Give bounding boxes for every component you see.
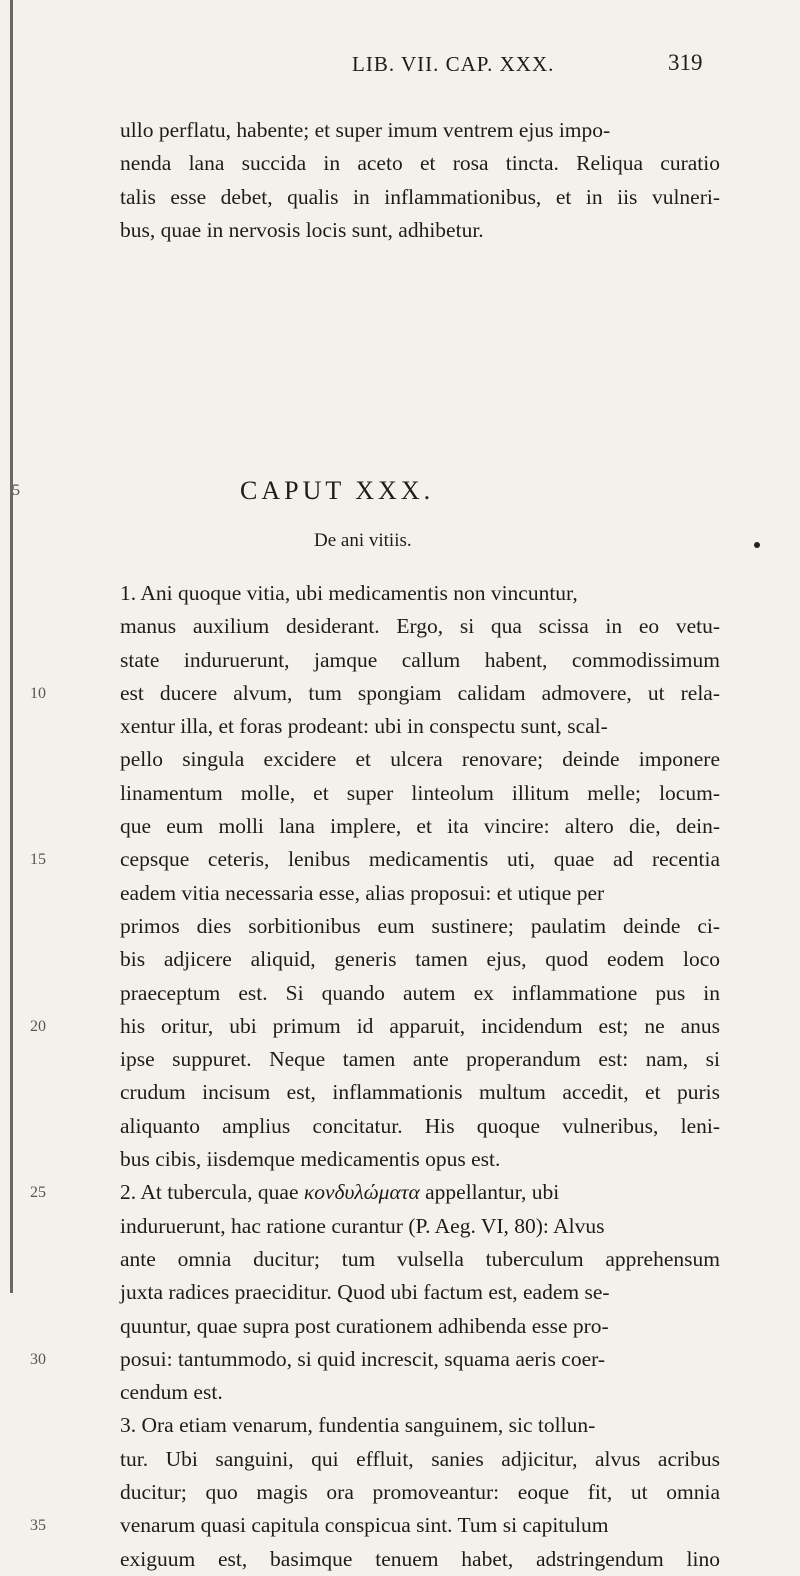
text-line: 30 posui: tantummodo, si quid increscit, squama aeris coer-: [120, 1343, 720, 1376]
text-line: cendum est.: [120, 1380, 223, 1405]
text-line: exiguum est, basimque tenuem habet, adstringendum lino: [120, 1546, 720, 1571]
text-line: linamentum molle, et super linteolum illitum melle; locum-: [120, 780, 720, 805]
text-line: nenda lana succida in aceto et rosa tincta. Reliqua curatio: [120, 151, 720, 176]
text-line: ipse suppuret. Neque tamen ante properandum est: nam, si: [120, 1047, 720, 1072]
greek-term: κονδυλώματα: [303, 1180, 420, 1205]
text-line: 20 his oritur, ubi primum id apparuit, incidendum est; ne anus: [120, 1010, 720, 1043]
text-line: ullo perflatu, habente; et super imum ventrem ejus impo-: [120, 118, 611, 142]
margin-dot: [754, 542, 760, 548]
text-line: primos dies sorbitionibus eum sustinere; paulatim deinde ci-: [120, 913, 720, 938]
text-line: eadem vitia necessaria esse, alias proposui: et utique per: [120, 880, 605, 905]
line-number: 25: [30, 1184, 46, 1202]
text-line: manus auxilium desiderant. Ergo, si qua scissa in eo vetu-: [120, 614, 720, 639]
text-line: quuntur, quae supra post curationem adhibenda esse pro-: [120, 1313, 609, 1338]
text-line: aliquanto amplius concitatur. His quoque vulneribus, leni-: [120, 1113, 720, 1138]
continuation-paragraph: [120, 114, 720, 247]
text-line: 15 cepsque ceteris, lenibus medicamentis uti, quae ad recentia: [120, 843, 720, 876]
text-line: talis esse debet, qualis in inflammationibus, et in iis vulneri-: [120, 184, 720, 209]
text-line: tur. Ubi sanguini, qui effluit, sanies adjicitur, alvus acribus: [120, 1446, 720, 1471]
text-line: juxta radices praeciditur. Quod ubi factum est, eadem se-: [120, 1280, 610, 1305]
text-line: xentur illa, et foras prodeant: ubi in conspectu sunt, scal-: [120, 714, 608, 739]
line-number: 5: [12, 482, 20, 499]
text-line: 10 est ducere alvum, tum spongiam calidam admovere, ut rela-: [120, 677, 720, 710]
text-line: ducitur; quo magis ora promoveantur: eoque fit, ut omnia: [120, 1480, 720, 1505]
text-line: 25 2. At tubercula, quae κονδυλώματα appellantur, ubi: [120, 1176, 720, 1209]
line-number: 35: [30, 1517, 46, 1535]
text-line: 35 venarum quasi capitula conspicua sint. Tum si capitulum: [120, 1509, 720, 1542]
text-line: praeceptum est. Si quando autem ex inflammatione pus in: [120, 980, 720, 1005]
chapter-subtitle: De ani vitiis.: [314, 530, 412, 551]
line-number: 15: [30, 851, 46, 869]
page-edge-line: [10, 0, 13, 1293]
text-line: state induruerunt, jamque callum habent, commodissimum: [120, 647, 720, 672]
line-number: 20: [30, 1017, 46, 1035]
line-number: 30: [30, 1350, 46, 1368]
chapter-title: CAPUT XXX.: [240, 476, 435, 505]
text-line: crudum incisum est, inflammationis multum accedit, et puris: [120, 1080, 720, 1105]
line-number: 10: [30, 684, 46, 702]
text-line: que eum molli lana implere, et ita vincire: altero die, dein-: [120, 814, 720, 839]
text-line: 3. Ora etiam venarum, fundentia sanguinem, sic tollun-: [120, 1413, 596, 1438]
text-line: induruerunt, hac ratione curantur (P. Aeg. VI, 80): Alvus: [120, 1213, 605, 1238]
text-line: bus cibis, iisdemque medicamentis opus est.: [120, 1147, 501, 1172]
page-number: 319: [668, 50, 703, 75]
running-head: LIB. VII. CAP. XXX.: [352, 52, 555, 76]
chapter-body: [30, 577, 720, 1576]
text-line: 1. Ani quoque vitia, ubi medicamentis non vincuntur,: [120, 581, 578, 605]
text-line: ante omnia ducitur; tum vulsella tuberculum apprehensum: [120, 1246, 720, 1271]
text-line: pello singula excidere et ulcera renovare; deinde imponere: [120, 747, 720, 772]
page-header: [0, 52, 800, 82]
text-line: bus, quae in nervosis locis sunt, adhibetur.: [120, 217, 484, 242]
text-line: bis adjicere aliquid, generis tamen ejus, quod eodem loco: [120, 947, 720, 972]
